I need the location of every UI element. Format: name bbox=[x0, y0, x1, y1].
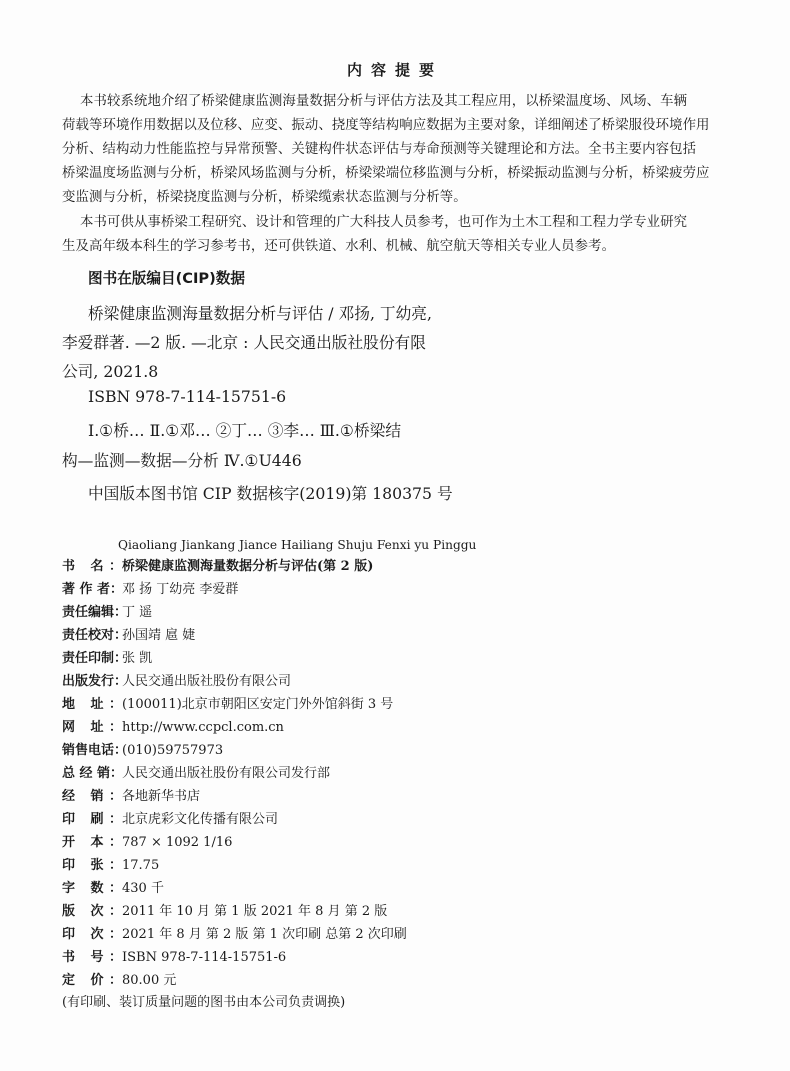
summary-line: 生及高年级本科生的学习参考书，还可供铁道、水利、机械、航空航天等相关专业人员参考。 bbox=[62, 239, 616, 254]
info-value: 2021 年 8 月 第 2 版 第 1 次印刷 总第 2 次印刷 bbox=[122, 927, 407, 942]
summary-line: 变监测与分析，桥梁挠度监测与分析，桥梁缆索状态监测与分析等。 bbox=[62, 190, 467, 205]
info-label: 责任编辑： bbox=[62, 605, 128, 620]
summary-line: 桥梁温度场监测与分析，桥梁风场监测与分析，桥梁梁端位移监测与分析，桥梁振动监测与分析，桥梁疲劳应 bbox=[62, 166, 710, 181]
info-value: 80.00 元 bbox=[122, 973, 177, 988]
cip-heading: 图书在版编目(CIP)数据 bbox=[88, 270, 245, 287]
info-value: 787 × 1092 1/16 bbox=[122, 835, 233, 850]
info-value: 17.75 bbox=[122, 858, 160, 873]
cip-line: 桥梁健康监测海量数据分析与评估 / 邓扬, 丁幼亮, bbox=[88, 304, 432, 323]
info-value: 孙国靖 扈 婕 bbox=[122, 628, 196, 643]
info-label: 责任校对： bbox=[62, 628, 128, 643]
cip-line: 李爱群著. —2 版. —北京 : 人民交通出版社股份有限 bbox=[62, 333, 426, 352]
info-row-format bbox=[62, 836, 232, 856]
footer-note: (有印刷、装订质量问题的图书由本公司负责调换) bbox=[62, 995, 346, 1010]
cip-line: 公司, 2021.8 bbox=[62, 362, 159, 381]
info-label: 经 销： bbox=[62, 789, 122, 804]
summary-line: 本书可供从事桥梁工程研究、设计和管理的广大科技人员参考，也可作为土木工程和工程力学专业研究 bbox=[80, 215, 688, 230]
cip-line: Ⅰ.①桥… Ⅱ.①邓… ②丁… ③李… Ⅲ.①桥梁结 bbox=[88, 421, 402, 440]
info-label: 总 经 销： bbox=[62, 766, 124, 781]
info-label: 销售电话： bbox=[62, 743, 128, 758]
info-row-sales-phone bbox=[62, 744, 223, 764]
info-row-word-count bbox=[62, 882, 164, 902]
info-row-distributor bbox=[62, 767, 330, 787]
info-value: ISBN 978-7-114-15751-6 bbox=[122, 950, 287, 965]
info-row-seller bbox=[62, 790, 200, 810]
info-value: 430 千 bbox=[122, 881, 164, 896]
info-row-proofreader bbox=[62, 629, 195, 649]
info-value: (100011)北京市朝阳区安定门外外馆斜街 3 号 bbox=[122, 697, 394, 712]
info-row-title bbox=[62, 560, 373, 580]
info-label: 印 次： bbox=[62, 927, 122, 942]
pinyin-title: Qiaoliang Jiankang Jiance Hailiang Shuju Fenxi yu Pinggu bbox=[118, 538, 477, 552]
info-label: 定 价： bbox=[62, 973, 122, 988]
info-value: 邓 扬 丁幼亮 李爱群 bbox=[122, 582, 239, 597]
info-row-editor bbox=[62, 606, 152, 626]
info-row-impression bbox=[62, 928, 407, 948]
cip-line: 构—监测—数据—分析 Ⅳ.①U446 bbox=[62, 451, 302, 470]
info-value: (010)59757973 bbox=[122, 743, 224, 758]
info-label: 书 号： bbox=[62, 950, 122, 965]
info-value: 人民交通出版社股份有限公司发行部 bbox=[122, 766, 331, 781]
info-label: 书 名： bbox=[62, 559, 122, 574]
info-row-address bbox=[62, 698, 393, 718]
info-row-website bbox=[62, 721, 284, 741]
info-label: 开 本： bbox=[62, 835, 122, 850]
summary-line: 荷载等环境作用数据以及位移、应变、振动、挠度等结构响应数据为主要对象，详细阐述了桥梁服役环境作用 bbox=[62, 118, 710, 133]
info-value: 2011 年 10 月 第 1 版 2021 年 8 月 第 2 版 bbox=[122, 904, 388, 919]
info-value: http://www.ccpcl.com.cn bbox=[122, 720, 284, 735]
info-row-printing-manager bbox=[62, 652, 152, 672]
info-label: 字 数： bbox=[62, 881, 122, 896]
info-value: 北京虎彩文化传播有限公司 bbox=[122, 812, 279, 827]
info-row-isbn bbox=[62, 951, 286, 971]
cip-line: ISBN 978-7-114-15751-6 bbox=[88, 387, 287, 406]
info-label: 版 次： bbox=[62, 904, 122, 919]
info-label: 地 址： bbox=[62, 697, 122, 712]
info-label: 责任印制： bbox=[62, 651, 128, 666]
info-value: 丁 遥 bbox=[122, 605, 153, 620]
info-row-price bbox=[62, 974, 176, 994]
info-row-printer bbox=[62, 813, 278, 833]
info-label: 出版发行： bbox=[62, 674, 128, 689]
info-value: 各地新华书店 bbox=[122, 789, 201, 804]
summary-line: 本书较系统地介绍了桥梁健康监测海量数据分析与评估方法及其工程应用，以桥梁温度场、风场、车辆 bbox=[80, 94, 688, 109]
info-row-edition bbox=[62, 905, 387, 925]
info-row-publisher bbox=[62, 675, 291, 695]
info-row-authors bbox=[62, 583, 238, 603]
info-value: 人民交通出版社股份有限公司 bbox=[122, 674, 292, 689]
info-label: 印 张： bbox=[62, 858, 122, 873]
info-label: 网 址： bbox=[62, 720, 122, 735]
summary-title: 内容提要 bbox=[346, 61, 443, 79]
info-label: 著 作 者： bbox=[62, 582, 124, 597]
info-value: 张 凯 bbox=[122, 651, 153, 666]
info-value: 桥梁健康监测海量数据分析与评估(第 2 版) bbox=[122, 559, 374, 574]
info-label: 印 刷： bbox=[62, 812, 122, 827]
cip-line: 中国版本图书馆 CIP 数据核字(2019)第 180375 号 bbox=[88, 484, 453, 503]
summary-line: 分析、结构动力性能监控与异常预警、关键构件状态评估与寿命预测等关键理论和方法。全书主要内容包括 bbox=[62, 142, 697, 157]
info-row-sheets bbox=[62, 859, 159, 879]
